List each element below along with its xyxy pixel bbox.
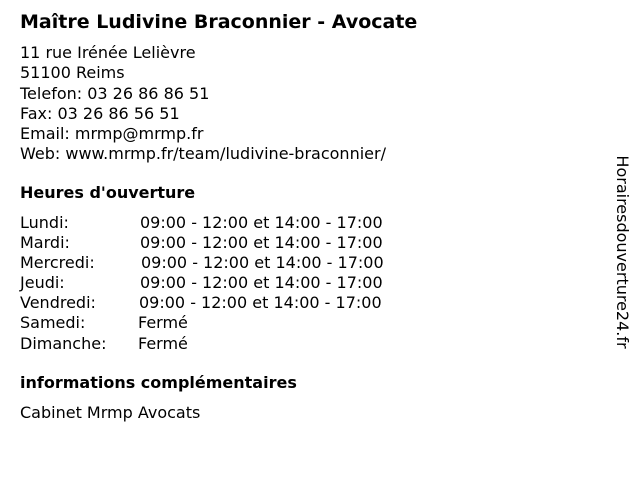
day-hours: Fermé [138,333,188,353]
day-hours: 09:00 - 12:00 et 14:00 - 17:00 [140,273,383,293]
day-hours: 09:00 - 12:00 et 14:00 - 17:00 [141,253,384,273]
day-label: Jeudi: [20,273,65,293]
day-label: Lundi: [20,213,69,232]
day-hours: 09:00 - 12:00 et 14:00 - 17:00 [140,213,383,232]
day-label: Samedi: [20,313,86,333]
brand-watermark: Horairesdouverture24.fr [613,155,632,349]
fax-number: Fax: 03 26 86 56 51 [20,103,180,123]
phone-number: Telefon: 03 26 86 86 51 [20,83,210,103]
hours-heading: Heures d'ouverture [20,183,196,202]
page-title: Maître Ludivine Braconnier - Avocate [20,11,418,33]
address-city: 51100 Reims [20,63,125,83]
info-heading: informations complémentaires [20,373,297,392]
address-street: 11 rue Irénée Lelièvre [20,43,196,62]
website-url: Web: www.mrmp.fr/team/ludivine-braconnier/ [20,144,386,164]
contact-block [20,43,386,165]
day-label: Dimanche: [20,333,107,353]
day-hours: 09:00 - 12:00 et 14:00 - 17:00 [139,293,382,313]
day-label: Vendredi: [20,293,96,313]
day-hours: Fermé [138,313,188,333]
day-label: Mardi: [20,233,70,253]
day-hours: 09:00 - 12:00 et 14:00 - 17:00 [140,233,383,253]
email-address: Email: mrmp@mrmp.fr [20,124,204,144]
day-label: Mercredi: [20,253,95,273]
info-text: Cabinet Mrmp Avocats [20,403,201,422]
